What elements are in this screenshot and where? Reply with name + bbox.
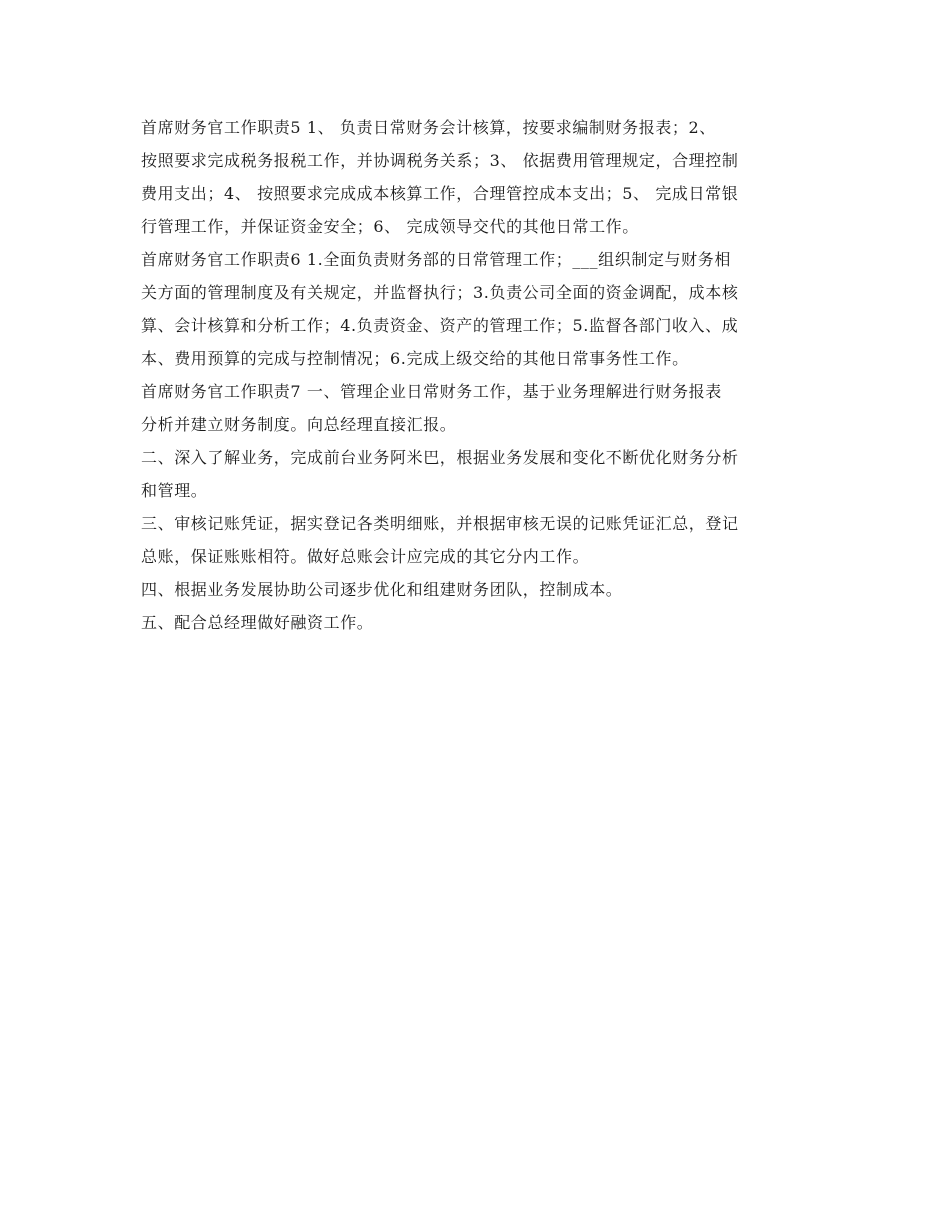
text-line-13: 三、审核记账凭证，据实登记各类明细账，并根据审核无误的记账凭证汇总，登记 (141, 514, 739, 533)
text-line-3: 费用支出；4、 按照要求完成成本核算工作，合理管控成本支出；5、 完成日常银 (141, 184, 739, 203)
text-line-6: 关方面的管理制度及有关规定，并监督执行；3.负责公司全面的资金调配，成本核 (141, 283, 739, 302)
text-line-8: 本、费用预算的完成与控制情况；6.完成上级交给的其他日常事务性工作。 (141, 349, 689, 368)
text-line-11: 二、深入了解业务，完成前台业务阿米巴，根据业务发展和变化不断优化财务分析 (141, 448, 739, 467)
text-line-10: 分析并建立财务制度。向总经理直接汇报。 (141, 415, 457, 434)
text-line-7: 算、会计核算和分析工作；4.负责资金、资产的管理工作；5.监督各部门收入、成 (141, 316, 739, 335)
text-line-5: 首席财务官工作职责6 1.全面负责财务部的日常管理工作；___组织制定与财务相 (141, 250, 731, 269)
text-line-1: 首席财务官工作职责5 1、 负责日常财务会计核算，按要求编制财务报表；2、 (141, 118, 716, 137)
text-line-16: 五、配合总经理做好融资工作。 (141, 613, 374, 632)
text-line-4: 行管理工作，并保证资金安全；6、 完成领导交代的其他日常工作。 (141, 217, 639, 236)
text-line-15: 四、根据业务发展协助公司逐步优化和组建财务团队，控制成本。 (141, 580, 623, 599)
text-line-2: 按照要求完成税务报税工作，并协调税务关系；3、 依据费用管理规定，合理控制 (141, 151, 739, 170)
text-line-9: 首席财务官工作职责7 一、管理企业日常财务工作，基于业务理解进行财务报表 (141, 382, 722, 401)
text-line-14: 总账，保证账账相符。做好总账会计应完成的其它分内工作。 (141, 547, 590, 566)
document-body (141, 111, 813, 639)
text-line-12: 和管理。 (141, 481, 208, 500)
